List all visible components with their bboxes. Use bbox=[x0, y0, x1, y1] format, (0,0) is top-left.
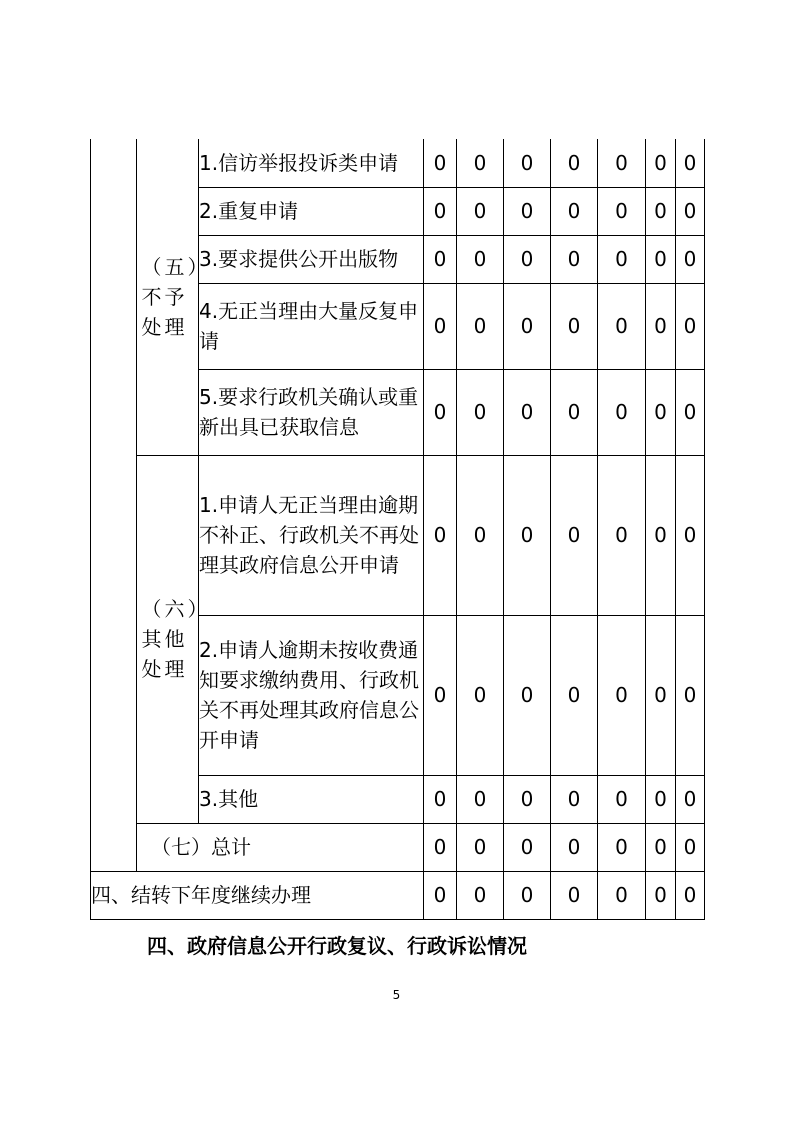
value-cell: 0 bbox=[457, 369, 504, 455]
value-cell: 0 bbox=[504, 823, 551, 871]
value-cell: 0 bbox=[504, 871, 551, 919]
table-row bbox=[91, 139, 705, 187]
value-cell: 0 bbox=[646, 369, 676, 455]
value-cell: 0 bbox=[646, 615, 676, 775]
page-number: 5 bbox=[392, 988, 401, 1002]
value-cell: 0 bbox=[598, 283, 646, 369]
value-cell: 0 bbox=[424, 871, 457, 919]
value-cell: 0 bbox=[676, 369, 705, 455]
value-cell: 0 bbox=[424, 455, 457, 615]
section-heading: 四、政府信息公开行政复议、行政诉讼情况 bbox=[147, 934, 527, 958]
value-cell: 0 bbox=[646, 823, 676, 871]
value-cell: 0 bbox=[504, 187, 551, 235]
row-label: 5.要求行政机关确认或重新出具已获取信息 bbox=[199, 369, 424, 455]
value-cell: 0 bbox=[598, 615, 646, 775]
value-cell: 0 bbox=[551, 615, 598, 775]
group-label-no-processing: （五）不予处理 bbox=[137, 139, 199, 455]
table-row bbox=[91, 455, 705, 615]
row-label: 2.申请人逾期未按收费通知要求缴纳费用、行政机关不再处理其政府信息公开申请 bbox=[199, 615, 424, 775]
table-row bbox=[91, 871, 705, 919]
value-cell: 0 bbox=[551, 187, 598, 235]
value-cell: 0 bbox=[646, 139, 676, 187]
value-cell: 0 bbox=[646, 455, 676, 615]
value-cell: 0 bbox=[504, 235, 551, 283]
row-label: 2.重复申请 bbox=[199, 187, 424, 235]
value-cell: 0 bbox=[551, 775, 598, 823]
value-cell: 0 bbox=[457, 455, 504, 615]
value-cell: 0 bbox=[504, 775, 551, 823]
value-cell: 0 bbox=[598, 187, 646, 235]
value-cell: 0 bbox=[457, 615, 504, 775]
value-cell: 0 bbox=[551, 139, 598, 187]
value-cell: 0 bbox=[676, 871, 705, 919]
value-cell: 0 bbox=[424, 139, 457, 187]
value-cell: 0 bbox=[457, 235, 504, 283]
outer-blank-cell bbox=[91, 139, 137, 871]
value-cell: 0 bbox=[457, 139, 504, 187]
value-cell: 0 bbox=[598, 823, 646, 871]
value-cell: 0 bbox=[504, 139, 551, 187]
group-label-other-processing: （六）其他处理 bbox=[137, 455, 199, 823]
value-cell: 0 bbox=[646, 235, 676, 283]
value-cell: 0 bbox=[424, 369, 457, 455]
row-label: 四、结转下年度继续办理 bbox=[91, 871, 424, 919]
value-cell: 0 bbox=[551, 823, 598, 871]
value-cell: 0 bbox=[676, 235, 705, 283]
value-cell: 0 bbox=[676, 187, 705, 235]
row-label: 1.信访举报投诉类申请 bbox=[199, 139, 424, 187]
value-cell: 0 bbox=[424, 615, 457, 775]
value-cell: 0 bbox=[676, 615, 705, 775]
value-cell: 0 bbox=[676, 823, 705, 871]
value-cell: 0 bbox=[598, 235, 646, 283]
value-cell: 0 bbox=[457, 871, 504, 919]
row-label: 3.要求提供公开出版物 bbox=[199, 235, 424, 283]
value-cell: 0 bbox=[424, 283, 457, 369]
value-cell: 0 bbox=[424, 775, 457, 823]
value-cell: 0 bbox=[551, 871, 598, 919]
value-cell: 0 bbox=[457, 187, 504, 235]
value-cell: 0 bbox=[598, 455, 646, 615]
value-cell: 0 bbox=[457, 775, 504, 823]
value-cell: 0 bbox=[504, 455, 551, 615]
value-cell: 0 bbox=[424, 187, 457, 235]
row-label: 4.无正当理由大量反复申请 bbox=[199, 283, 424, 369]
row-label: 3.其他 bbox=[199, 775, 424, 823]
value-cell: 0 bbox=[598, 139, 646, 187]
value-cell: 0 bbox=[598, 369, 646, 455]
value-cell: 0 bbox=[504, 283, 551, 369]
value-cell: 0 bbox=[504, 369, 551, 455]
value-cell: 0 bbox=[551, 235, 598, 283]
value-cell: 0 bbox=[646, 871, 676, 919]
row-label: （七）总计 bbox=[137, 823, 424, 871]
value-cell: 0 bbox=[676, 775, 705, 823]
value-cell: 0 bbox=[598, 871, 646, 919]
statistics-table bbox=[90, 139, 705, 920]
value-cell: 0 bbox=[676, 283, 705, 369]
value-cell: 0 bbox=[551, 455, 598, 615]
value-cell: 0 bbox=[646, 187, 676, 235]
value-cell: 0 bbox=[424, 823, 457, 871]
value-cell: 0 bbox=[424, 235, 457, 283]
row-label: 1.申请人无正当理由逾期不补正、行政机关不再处理其政府信息公开申请 bbox=[199, 455, 424, 615]
value-cell: 0 bbox=[551, 283, 598, 369]
value-cell: 0 bbox=[457, 823, 504, 871]
value-cell: 0 bbox=[646, 775, 676, 823]
value-cell: 0 bbox=[504, 615, 551, 775]
table-row bbox=[91, 823, 705, 871]
value-cell: 0 bbox=[551, 369, 598, 455]
value-cell: 0 bbox=[646, 283, 676, 369]
value-cell: 0 bbox=[676, 455, 705, 615]
value-cell: 0 bbox=[598, 775, 646, 823]
value-cell: 0 bbox=[457, 283, 504, 369]
value-cell: 0 bbox=[676, 139, 705, 187]
